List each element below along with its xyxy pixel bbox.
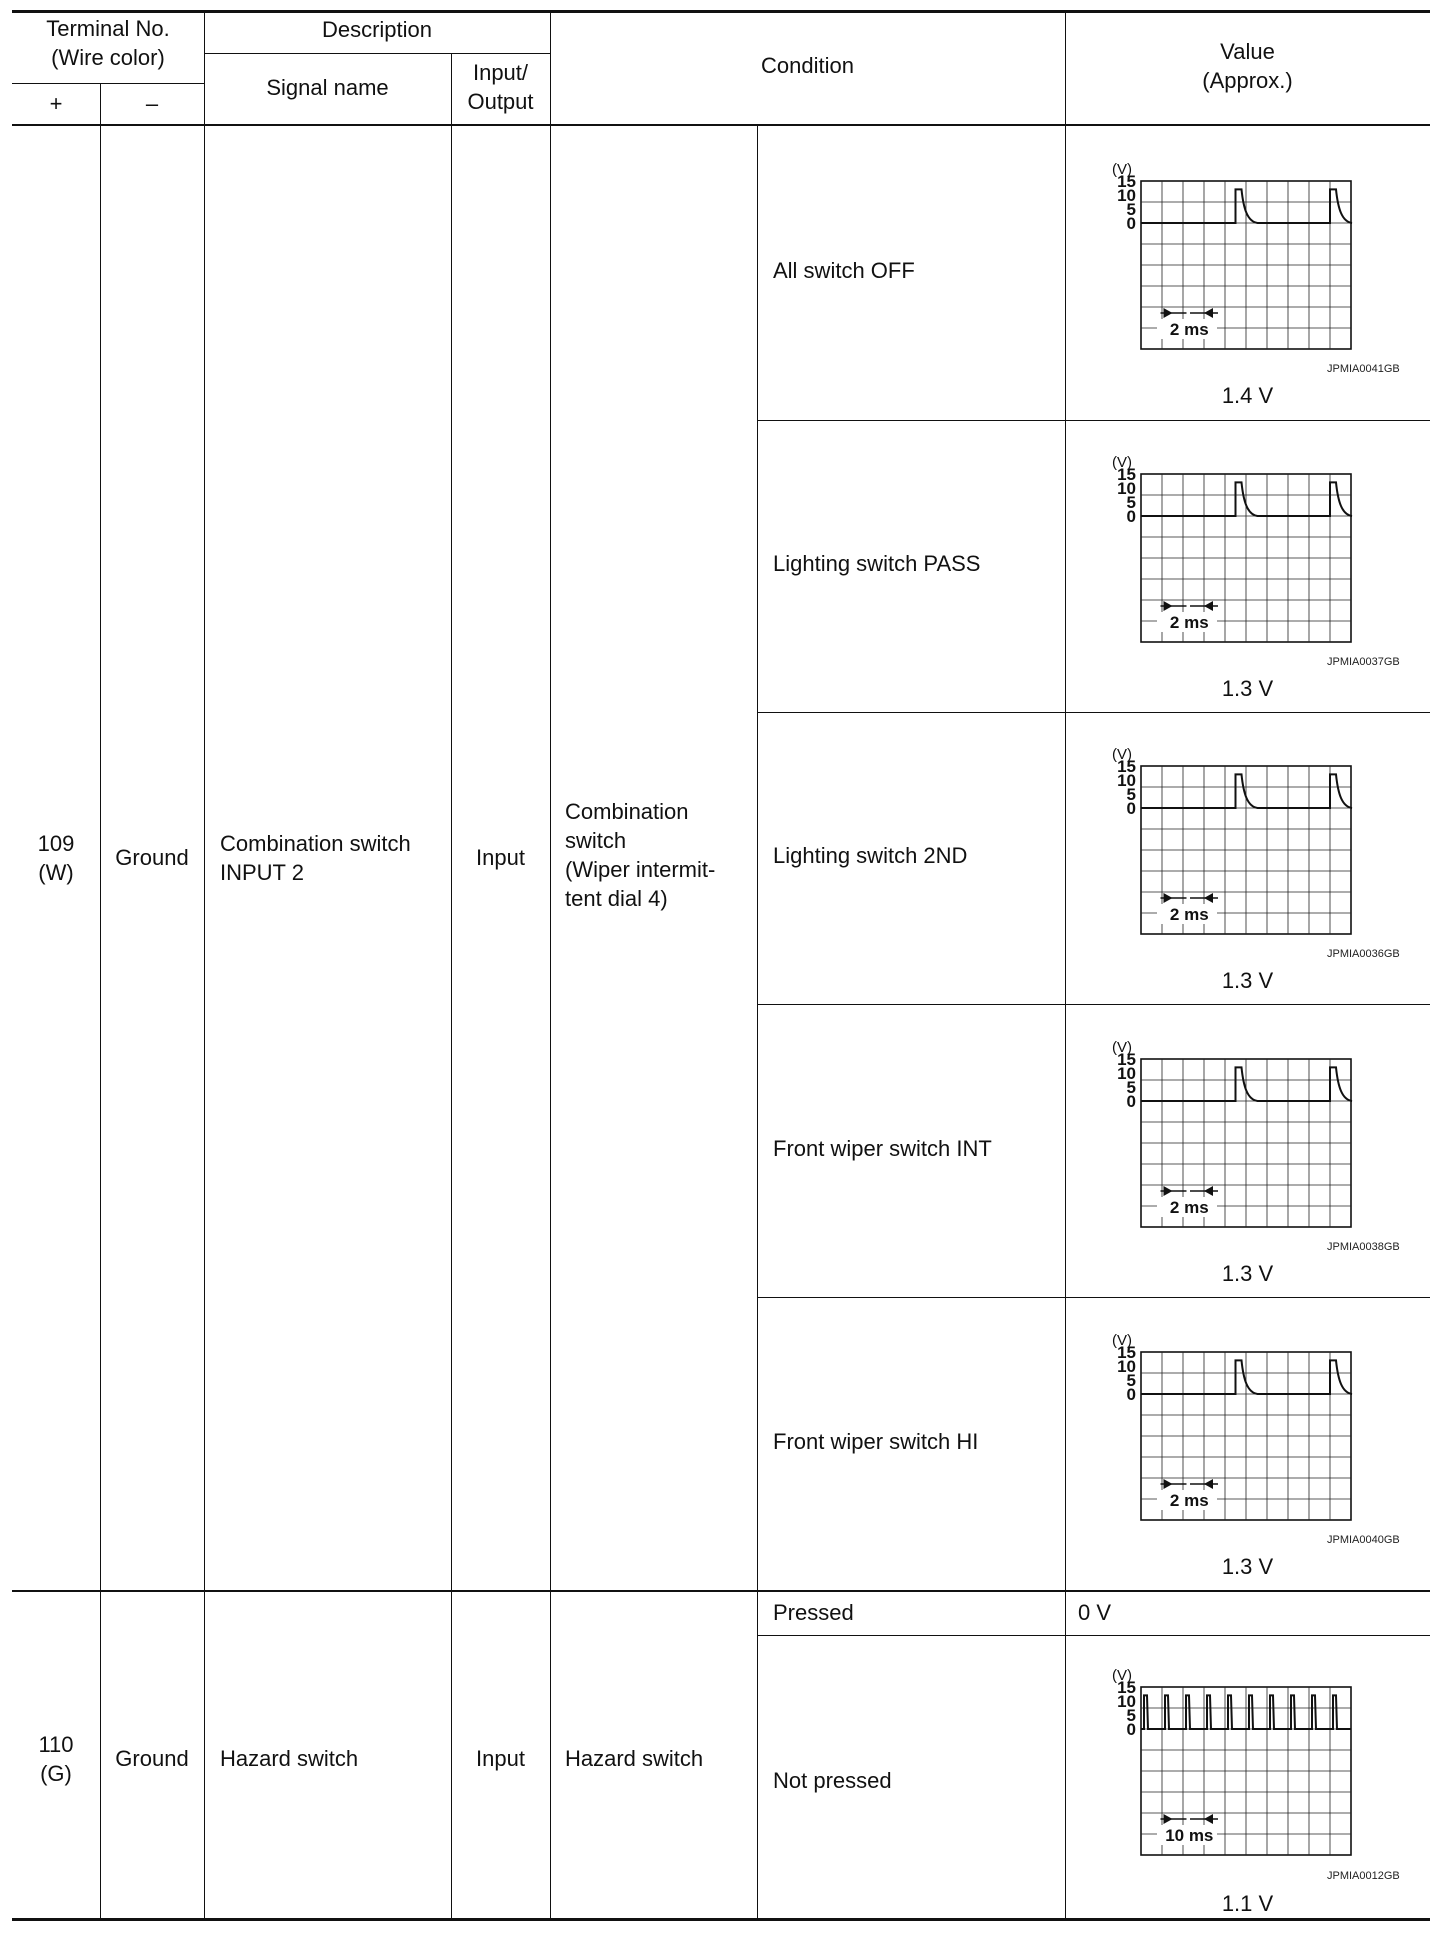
figure-id-tag: JPMIA0040GB: [1327, 1534, 1400, 1546]
column-rule: [451, 53, 452, 1919]
scope-tick-label: 0: [1126, 799, 1136, 818]
column-rule: [757, 124, 758, 1919]
condition-lighting-pass: Lighting switch PASS: [773, 551, 981, 576]
sub-row-rule: [757, 1635, 1430, 1636]
scope-time-arrowhead: [1164, 308, 1173, 318]
scope-time-arrowhead: [1164, 1479, 1173, 1489]
scope-trace: [1141, 1360, 1352, 1394]
scope-tick-label: 15: [1117, 172, 1136, 191]
condition-wiper-hi: Front wiper switch HI: [773, 1429, 979, 1454]
condition-all-switch-off: All switch OFF: [773, 258, 915, 283]
sub-row-rule: [757, 420, 1430, 421]
scope-time-arrowhead: [1204, 1186, 1213, 1196]
scope-tick-label: 0: [1126, 214, 1136, 233]
header-minus: –: [145, 91, 159, 116]
scope-tick-label: 5: [1126, 1078, 1136, 1097]
scope-tick-label: 0: [1126, 507, 1136, 526]
header-plus: +: [49, 91, 63, 116]
waveform-lighting-2nd: [1100, 725, 1370, 935]
waveform-wiper-int: [1100, 1018, 1370, 1228]
value-lighting-2nd: 1.3 V: [1221, 968, 1274, 993]
scope-tick-label: 0: [1126, 1092, 1136, 1111]
scope-tick-label: 10: [1117, 1692, 1136, 1711]
column-rule: [204, 10, 205, 1919]
condition-110: Hazard switch: [565, 1746, 704, 1771]
scope-tick-label: 15: [1117, 465, 1136, 484]
scope-trace: [1141, 189, 1352, 223]
io-109: Input: [476, 845, 525, 870]
scope-tick-label: 5: [1126, 785, 1136, 804]
scope-unit-label: (V): [1112, 1667, 1132, 1684]
scope-tick-label: 10: [1117, 479, 1136, 498]
table-top-border: [12, 10, 1430, 13]
condition-lighting-2nd: Lighting switch 2ND: [773, 843, 968, 868]
header-terminal-no: Terminal No. (Wire color): [46, 16, 170, 70]
terminal-109: 109 (W): [37, 831, 75, 885]
terminal-subheader-rule: [12, 83, 204, 84]
signal-name-110: Hazard switch: [220, 1746, 359, 1771]
terminal-110: 110 (G): [38, 1732, 74, 1786]
scope-tick-label: 15: [1117, 1678, 1136, 1697]
condition-wiper-int: Front wiper switch INT: [773, 1136, 992, 1161]
waveform-all-switch-off: [1100, 140, 1370, 350]
column-rule: [1065, 10, 1066, 1919]
scope-tick-label: 10: [1117, 1064, 1136, 1083]
sub-row-rule: [757, 712, 1430, 713]
value-all-switch-off: 1.4 V: [1221, 383, 1274, 408]
scope-trace: [1141, 1067, 1352, 1101]
scope-time-arrowhead: [1204, 1479, 1213, 1489]
description-subheader-rule: [204, 53, 550, 54]
scope-tick-label: 15: [1117, 757, 1136, 776]
header-description: Description: [321, 17, 433, 42]
value-not-pressed: 1.1 V: [1221, 1891, 1274, 1916]
scope-unit-label: (V): [1112, 1332, 1132, 1349]
scope-unit-label: (V): [1112, 161, 1132, 178]
scope-tick-label: 10: [1117, 1357, 1136, 1376]
io-110: Input: [476, 1746, 525, 1771]
scope-tick-label: 5: [1126, 200, 1136, 219]
scope-tick-label: 5: [1126, 1706, 1136, 1725]
value-wiper-int: 1.3 V: [1221, 1261, 1274, 1286]
scope-time-arrowhead: [1164, 601, 1173, 611]
column-rule: [100, 83, 101, 1919]
column-rule: [550, 10, 551, 1919]
row-separator: [12, 1590, 1430, 1592]
scope-time-label: 2 ms: [1169, 1198, 1209, 1217]
scope-unit-label: (V): [1112, 454, 1132, 471]
scope-time-label: 2 ms: [1169, 320, 1209, 339]
scope-time-arrowhead: [1164, 1814, 1173, 1824]
figure-id-tag: JPMIA0041GB: [1327, 363, 1400, 375]
figure-id-tag: JPMIA0012GB: [1327, 1870, 1400, 1882]
scope-time-arrowhead: [1164, 1186, 1173, 1196]
ground-110: Ground: [115, 1746, 189, 1771]
waveform-lighting-pass: [1100, 433, 1370, 643]
scope-time-arrowhead: [1164, 893, 1173, 903]
waveform-wiper-hi: [1100, 1311, 1370, 1521]
scope-time-arrowhead: [1204, 601, 1213, 611]
waveform-hazard-not-pressed: [1100, 1646, 1370, 1856]
scope-time-arrowhead: [1204, 1814, 1213, 1824]
scope-tick-label: 10: [1117, 771, 1136, 790]
value-pressed: 0 V: [1078, 1600, 1112, 1625]
scope-tick-label: 0: [1126, 1385, 1136, 1404]
signal-name-109: Combination switch INPUT 2: [220, 831, 411, 885]
sub-row-rule: [757, 1297, 1430, 1298]
value-lighting-pass: 1.3 V: [1221, 676, 1274, 701]
scope-time-label: 2 ms: [1169, 613, 1209, 632]
scope-tick-label: 10: [1117, 186, 1136, 205]
scope-time-label: 2 ms: [1169, 905, 1209, 924]
header-bottom-rule: [12, 124, 1430, 126]
header-condition: Condition: [761, 53, 854, 78]
scope-unit-label: (V): [1112, 1039, 1132, 1056]
header-signal-name: Signal name: [266, 75, 389, 100]
scope-tick-label: 5: [1126, 1371, 1136, 1390]
condition-not-pressed: Not pressed: [773, 1768, 892, 1793]
scope-time-arrowhead: [1204, 308, 1213, 318]
sub-row-rule: [757, 1004, 1430, 1005]
condition-109: Combination switch (Wiper intermit- tent dial 4): [565, 799, 716, 911]
scope-trace: [1141, 774, 1352, 808]
condition-pressed: Pressed: [773, 1600, 854, 1625]
figure-id-tag: JPMIA0036GB: [1327, 948, 1400, 960]
table-bottom-border: [12, 1918, 1430, 1921]
scope-time-label: 2 ms: [1169, 1491, 1209, 1510]
header-value: Value (Approx.): [1202, 39, 1293, 93]
scope-tick-label: 15: [1117, 1343, 1136, 1362]
ground-109: Ground: [115, 845, 189, 870]
scope-time-arrowhead: [1204, 893, 1213, 903]
figure-id-tag: JPMIA0038GB: [1327, 1241, 1400, 1253]
scope-time-label: 10 ms: [1165, 1826, 1214, 1845]
scope-tick-label: 15: [1117, 1050, 1136, 1069]
value-wiper-hi: 1.3 V: [1221, 1554, 1274, 1579]
scope-tick-label: 0: [1126, 1720, 1136, 1739]
scope-tick-label: 5: [1126, 493, 1136, 512]
scope-unit-label: (V): [1112, 746, 1132, 763]
header-input-output: Input/ Output: [467, 60, 534, 114]
scope-trace: [1141, 482, 1352, 516]
figure-id-tag: JPMIA0037GB: [1327, 656, 1400, 668]
